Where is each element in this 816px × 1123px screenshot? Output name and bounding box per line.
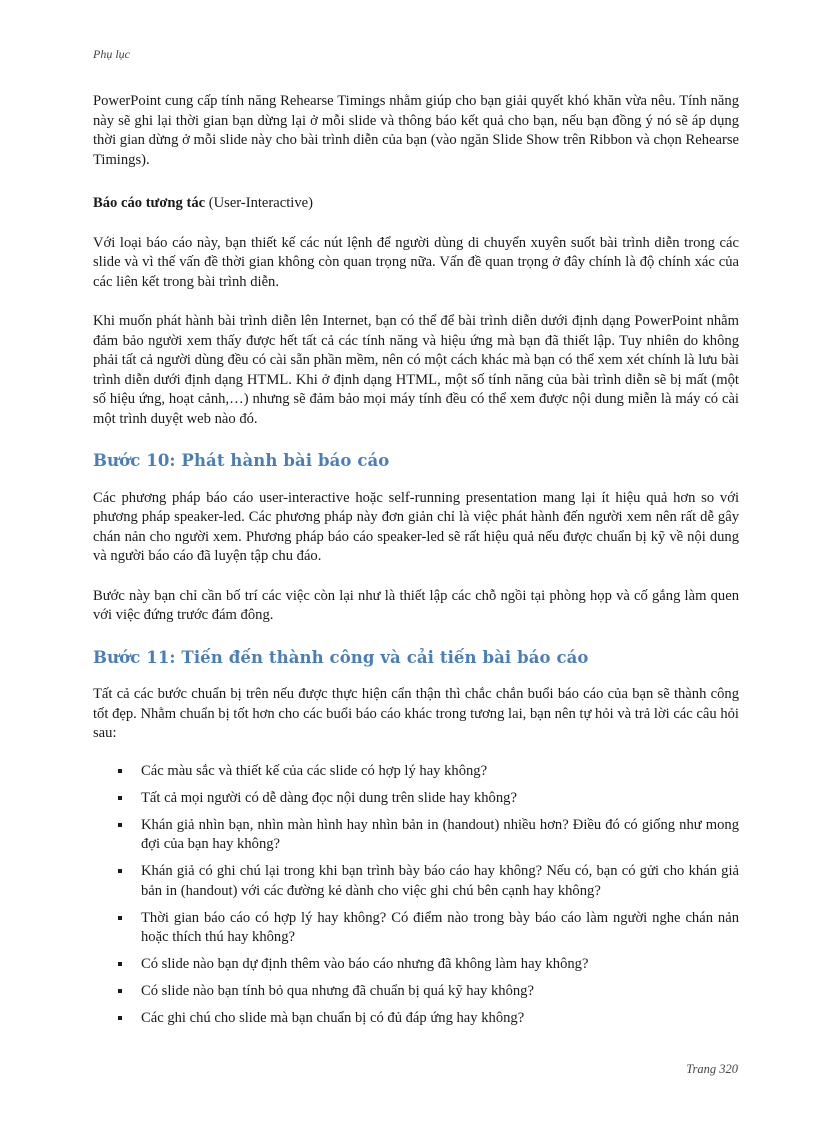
list-item <box>93 862 739 901</box>
list-item-text: Thời gian báo cáo có hợp lý hay không? Có điểm nào trong bày báo cáo làm người nghe chán nản hoặc thích thú hay không? <box>141 909 739 945</box>
subheading-interactive <box>93 194 739 214</box>
interactive-paragraph: Với loại báo cáo này, bạn thiết kế các nút lệnh để người dùng di chuyển xuyên suốt bài trình diễn trong các slide và vì thế vấn đề thời gian không còn quan trọng nữa. Vấn đề quan trọng ở đây chính là độ chính xác của các liên kết trong bài trình diễn. <box>93 234 739 290</box>
square-bullet-icon <box>118 916 122 920</box>
list-item <box>93 955 739 975</box>
square-bullet-icon <box>118 769 122 773</box>
success-paragraph: Tất cả các bước chuẩn bị trên nếu được thực hiện cẩn thận thì chắc chắn buổi báo cáo của bạn sẽ thành công tốt đẹp. Nhằm chuẩn bị tốt hơn cho các buổi báo cáo khác trong tương lai, bạn nên tự hỏi và trả lời các câu hỏi sau: <box>93 686 739 741</box>
square-bullet-icon <box>118 962 122 966</box>
list-item-text: Tất cả mọi người có dễ dàng đọc nội dung trên slide hay không? <box>141 789 517 806</box>
square-bullet-icon <box>118 869 122 873</box>
list-item-text: Các màu sắc và thiết kế của các slide có hợp lý hay không? <box>141 762 488 779</box>
internet-paragraph: Khi muốn phát hành bài trình diễn lên Internet, bạn có thể để bài trình diễn dưới định dạng PowerPoint nhằm đảm bảo người xem thấy được hết tất cả các tính năng và hiệu ứng mà bạn đã thiết lập. Tuy nhiên do không phải tất cả người dùng đều có cài sẵn phần mềm, nên có một cách khác mà bạn có thể xem xét chính là lưu bài trình diễn dưới định dạng HTML. Khi ở định dạng HTML, một số tính năng của bài trình diễn sẽ bị mất (một số hiệu ứng, hoạt cảnh,…) nhưng sẽ đảm bảo mọi máy tính đều có thể xem được nội dung miễn là máy có cài một trình duyệt web nào đó. <box>93 313 739 427</box>
methods-paragraph: Các phương pháp báo cáo user-interactive hoặc self-running presentation mang lại ít hiệu quả hơn so với phương pháp speaker-led. Các phương pháp này đơn giản chỉ là việc phát hành đến người xem nên rất dễ gây chán nản cho người xem. Phương pháp báo cáo speaker-led sẽ rất hiệu quả nếu được chuẩn bị kỹ về nội dung và người báo cáo đã luyện tập chu đáo. <box>93 489 739 564</box>
step-paragraph: Bước này bạn chỉ cần bố trí các việc còn lại như là thiết lập các chỗ ngồi tại phòng họp và cố gắng làm quen với việc đứng trước đám đông. <box>93 587 739 623</box>
page-number: Trang 320 <box>686 1062 738 1076</box>
list-item <box>93 909 739 948</box>
list-item-text: Khán giả có ghi chú lại trong khi bạn trình bày báo cáo hay không? Nếu có, bạn có gửi cho khán giả bản in (handout) với các đường kẻ dành cho việc ghi chú bên cạnh hay không? <box>141 863 739 899</box>
page-body <box>93 92 739 1036</box>
list-item <box>93 789 739 809</box>
question-list <box>93 762 739 1029</box>
list-item <box>93 816 739 855</box>
square-bullet-icon <box>118 796 122 800</box>
square-bullet-icon <box>118 1016 122 1020</box>
subheading-normal: (User-Interactive) <box>205 195 313 211</box>
list-item <box>93 762 739 782</box>
list-item-text: Có slide nào bạn dự định thêm vào báo cáo nhưng đã không làm hay không? <box>141 956 589 972</box>
square-bullet-icon <box>118 823 122 827</box>
square-bullet-icon <box>118 989 122 993</box>
list-item <box>93 982 739 1002</box>
list-item <box>93 1009 739 1029</box>
heading-step-10: Bước 10: Phát hành bài báo cáo <box>93 451 390 470</box>
list-item-text: Các ghi chú cho slide mà bạn chuẩn bị có đủ đáp ứng hay không? <box>141 1010 525 1026</box>
intro-paragraph: PowerPoint cung cấp tính năng Rehearse Timings nhằm giúp cho bạn giải quyết khó khăn vừa nêu. Tính năng này sẽ ghi lại thời gian bạn dừng lại ở mỗi slide và thông báo kết quả cho bạn, nếu bạn đồng ý nó sẽ áp dụng thời gian dừng ở mỗi slide này cho bài trình diễn của bạn (vào ngăn Slide Show trên Ribbon và chọn Rehearse Timings). <box>93 93 739 168</box>
list-item-text: Có slide nào bạn tính bỏ qua nhưng đã chuẩn bị quá kỹ hay không? <box>141 983 534 999</box>
heading-step-11: Bước 11: Tiến đến thành công và cải tiến bài báo cáo <box>93 647 589 667</box>
list-item-text: Khán giả nhìn bạn, nhìn màn hình hay nhìn bản in (handout) nhiều hơn? Điều đó có giống như mong đợi của bạn hay không? <box>141 816 739 852</box>
subheading-bold: Báo cáo tương tác <box>93 195 206 211</box>
running-header: Phụ lục <box>93 47 130 61</box>
